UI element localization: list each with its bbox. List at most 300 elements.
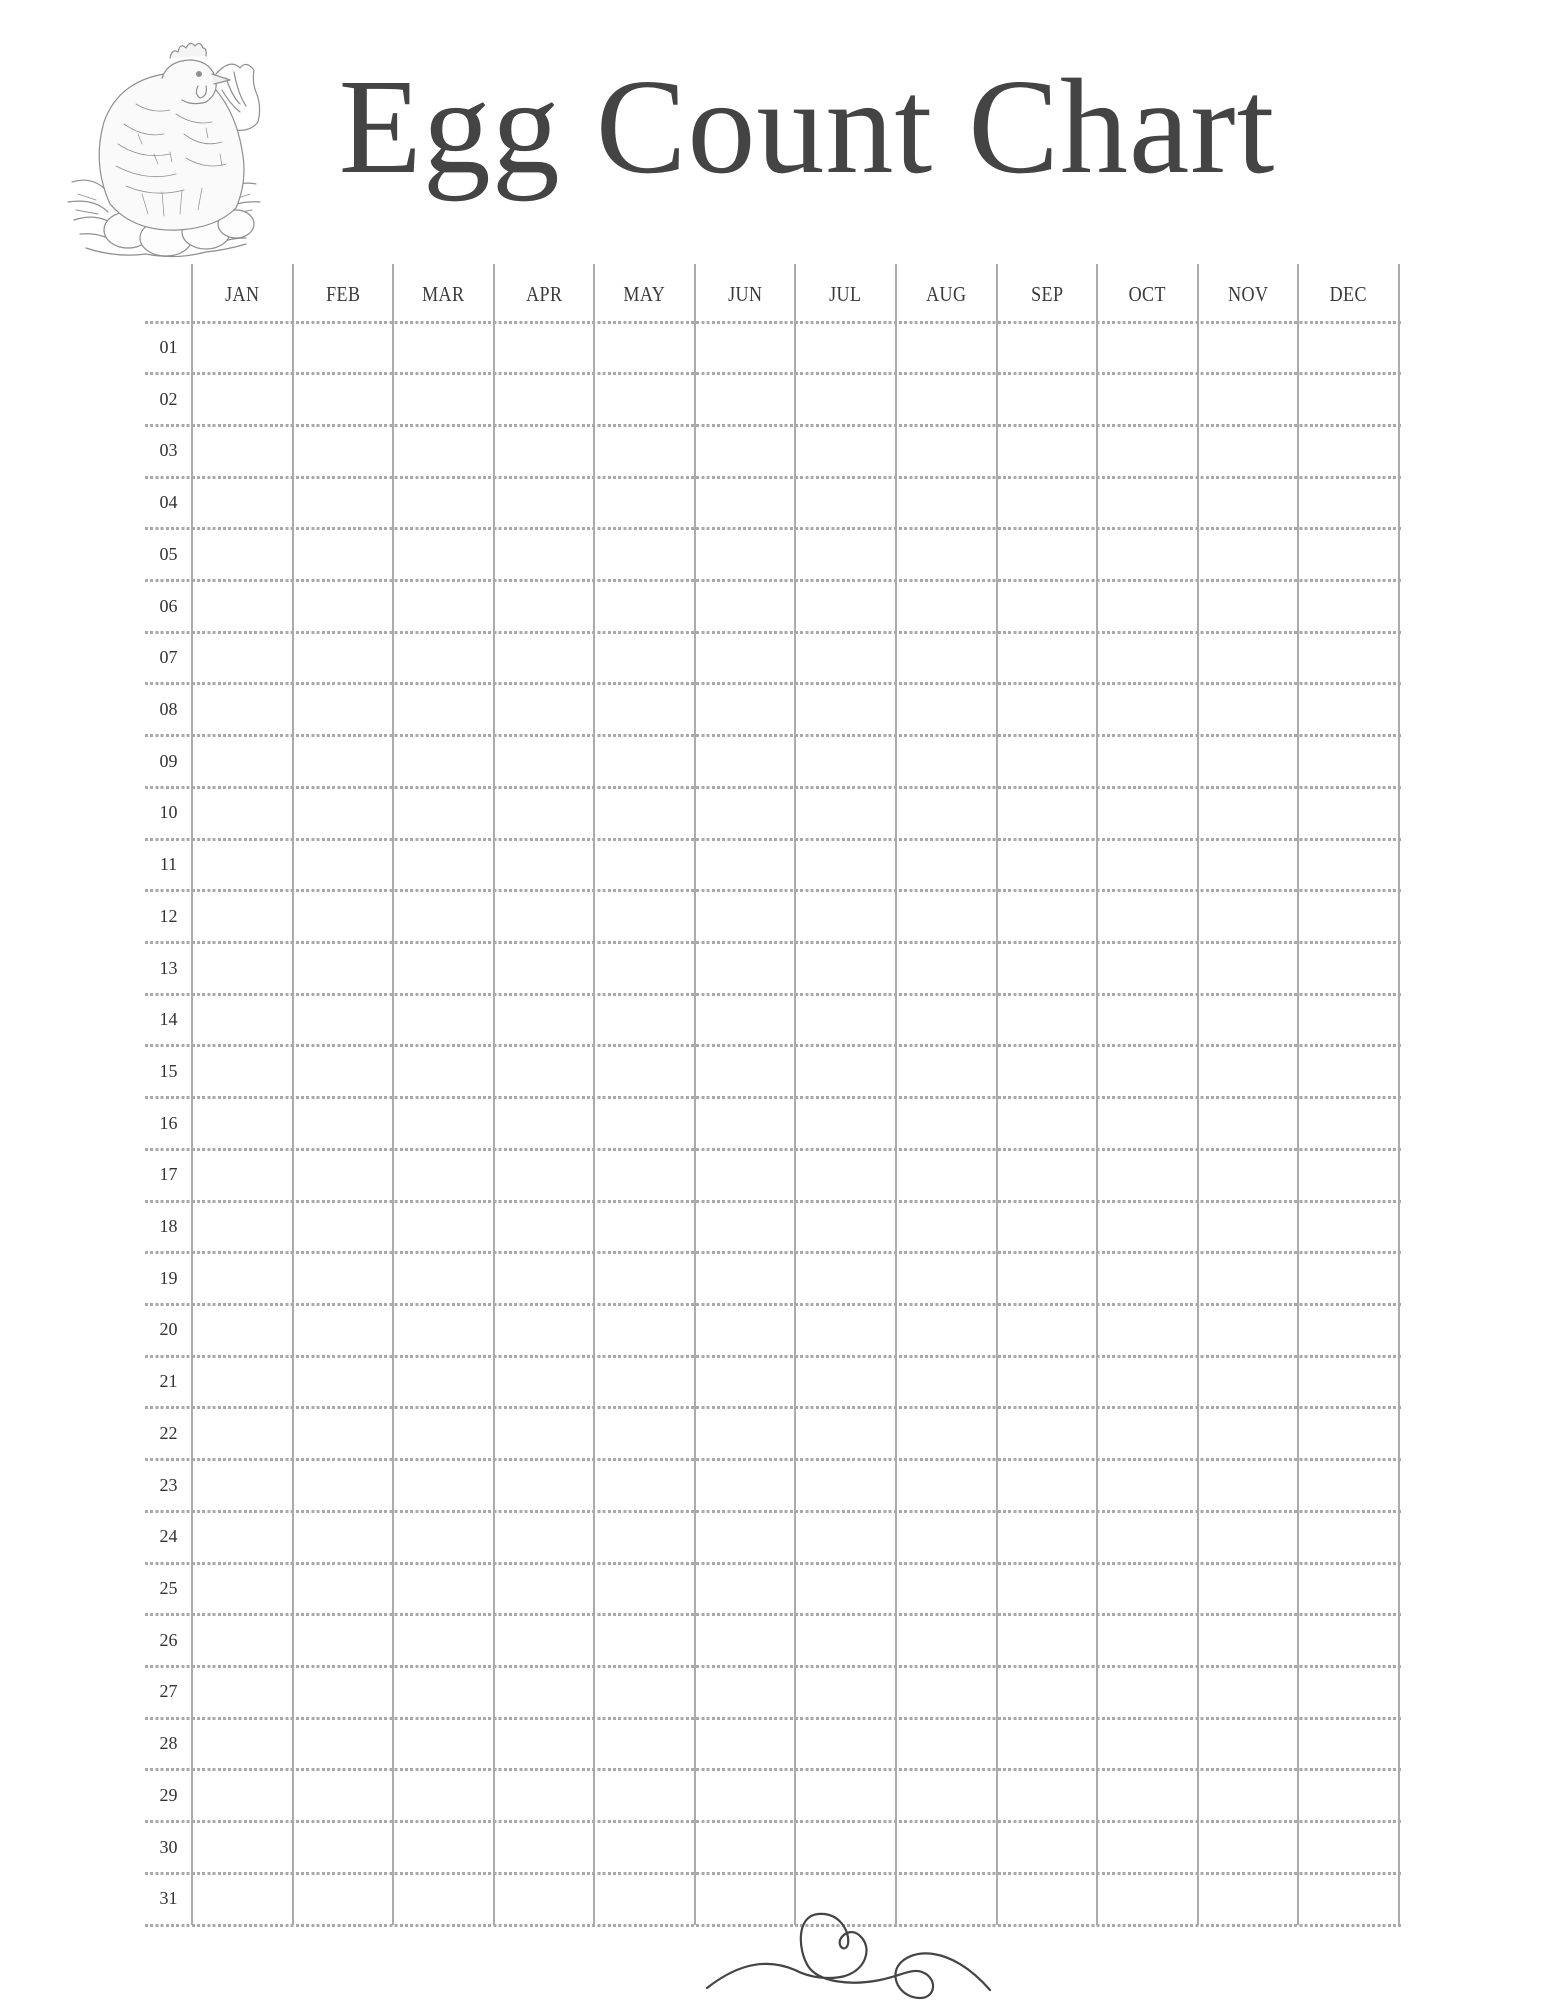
egg-count-cell-sep-15[interactable] [998, 1048, 1097, 1096]
egg-count-cell-mar-27[interactable] [394, 1668, 493, 1716]
egg-count-cell-sep-18[interactable] [998, 1203, 1097, 1251]
egg-count-cell-sep-30[interactable] [998, 1824, 1097, 1872]
egg-count-cell-oct-13[interactable] [1098, 945, 1197, 993]
egg-count-cell-apr-26[interactable] [495, 1617, 594, 1665]
egg-count-cell-nov-28[interactable] [1199, 1720, 1298, 1768]
egg-count-cell-jun-26[interactable] [696, 1617, 795, 1665]
egg-count-cell-oct-19[interactable] [1098, 1255, 1197, 1303]
egg-count-cell-apr-04[interactable] [495, 479, 594, 527]
egg-count-cell-dec-14[interactable] [1299, 996, 1398, 1044]
egg-count-cell-may-19[interactable] [595, 1255, 694, 1303]
egg-count-cell-jul-18[interactable] [796, 1203, 895, 1251]
egg-count-cell-aug-16[interactable] [897, 1100, 996, 1148]
egg-count-cell-feb-06[interactable] [294, 583, 393, 631]
egg-count-cell-feb-04[interactable] [294, 479, 393, 527]
egg-count-cell-nov-02[interactable] [1199, 376, 1298, 424]
egg-count-cell-feb-12[interactable] [294, 893, 393, 941]
egg-count-cell-sep-27[interactable] [998, 1668, 1097, 1716]
egg-count-cell-nov-26[interactable] [1199, 1617, 1298, 1665]
egg-count-cell-may-08[interactable] [595, 686, 694, 734]
egg-count-cell-jun-09[interactable] [696, 738, 795, 786]
egg-count-cell-apr-21[interactable] [495, 1358, 594, 1406]
egg-count-cell-may-29[interactable] [595, 1772, 694, 1820]
egg-count-cell-nov-25[interactable] [1199, 1565, 1298, 1613]
egg-count-cell-mar-28[interactable] [394, 1720, 493, 1768]
egg-count-cell-apr-05[interactable] [495, 531, 594, 579]
egg-count-cell-jun-01[interactable] [696, 324, 795, 372]
egg-count-cell-dec-29[interactable] [1299, 1772, 1398, 1820]
egg-count-cell-jan-19[interactable] [193, 1255, 292, 1303]
egg-count-cell-aug-22[interactable] [897, 1410, 996, 1458]
egg-count-cell-nov-30[interactable] [1199, 1824, 1298, 1872]
egg-count-cell-oct-23[interactable] [1098, 1462, 1197, 1510]
egg-count-cell-jun-20[interactable] [696, 1306, 795, 1354]
egg-count-cell-jan-30[interactable] [193, 1824, 292, 1872]
egg-count-cell-aug-15[interactable] [897, 1048, 996, 1096]
egg-count-cell-apr-29[interactable] [495, 1772, 594, 1820]
egg-count-cell-jun-25[interactable] [696, 1565, 795, 1613]
egg-count-cell-may-13[interactable] [595, 945, 694, 993]
egg-count-cell-mar-08[interactable] [394, 686, 493, 734]
egg-count-cell-mar-02[interactable] [394, 376, 493, 424]
egg-count-cell-apr-10[interactable] [495, 789, 594, 837]
egg-count-cell-dec-06[interactable] [1299, 583, 1398, 631]
egg-count-cell-feb-24[interactable] [294, 1513, 393, 1561]
egg-count-cell-oct-30[interactable] [1098, 1824, 1197, 1872]
egg-count-cell-nov-27[interactable] [1199, 1668, 1298, 1716]
egg-count-cell-aug-30[interactable] [897, 1824, 996, 1872]
egg-count-cell-jun-07[interactable] [696, 634, 795, 682]
egg-count-cell-oct-16[interactable] [1098, 1100, 1197, 1148]
egg-count-cell-apr-24[interactable] [495, 1513, 594, 1561]
egg-count-cell-oct-21[interactable] [1098, 1358, 1197, 1406]
egg-count-cell-sep-24[interactable] [998, 1513, 1097, 1561]
egg-count-cell-apr-31[interactable] [495, 1875, 594, 1923]
egg-count-cell-nov-17[interactable] [1199, 1151, 1298, 1199]
egg-count-cell-aug-08[interactable] [897, 686, 996, 734]
egg-count-cell-may-30[interactable] [595, 1824, 694, 1872]
egg-count-cell-dec-23[interactable] [1299, 1462, 1398, 1510]
egg-count-cell-apr-15[interactable] [495, 1048, 594, 1096]
egg-count-cell-sep-29[interactable] [998, 1772, 1097, 1820]
egg-count-cell-jul-24[interactable] [796, 1513, 895, 1561]
egg-count-cell-mar-05[interactable] [394, 531, 493, 579]
egg-count-cell-nov-31[interactable] [1199, 1875, 1298, 1923]
egg-count-cell-jan-22[interactable] [193, 1410, 292, 1458]
egg-count-cell-oct-01[interactable] [1098, 324, 1197, 372]
egg-count-cell-apr-13[interactable] [495, 945, 594, 993]
egg-count-cell-aug-29[interactable] [897, 1772, 996, 1820]
egg-count-cell-jul-11[interactable] [796, 841, 895, 889]
egg-count-cell-feb-15[interactable] [294, 1048, 393, 1096]
egg-count-cell-dec-17[interactable] [1299, 1151, 1398, 1199]
egg-count-cell-mar-13[interactable] [394, 945, 493, 993]
egg-count-cell-jul-04[interactable] [796, 479, 895, 527]
egg-count-cell-jan-02[interactable] [193, 376, 292, 424]
egg-count-cell-may-31[interactable] [595, 1875, 694, 1923]
egg-count-cell-aug-04[interactable] [897, 479, 996, 527]
egg-count-cell-apr-16[interactable] [495, 1100, 594, 1148]
egg-count-cell-jul-16[interactable] [796, 1100, 895, 1148]
egg-count-cell-oct-09[interactable] [1098, 738, 1197, 786]
egg-count-cell-jan-29[interactable] [193, 1772, 292, 1820]
egg-count-cell-jun-06[interactable] [696, 583, 795, 631]
egg-count-cell-jul-29[interactable] [796, 1772, 895, 1820]
egg-count-cell-mar-12[interactable] [394, 893, 493, 941]
egg-count-cell-oct-28[interactable] [1098, 1720, 1197, 1768]
egg-count-cell-jun-03[interactable] [696, 427, 795, 475]
egg-count-cell-apr-17[interactable] [495, 1151, 594, 1199]
egg-count-cell-apr-27[interactable] [495, 1668, 594, 1716]
egg-count-cell-nov-23[interactable] [1199, 1462, 1298, 1510]
egg-count-cell-may-07[interactable] [595, 634, 694, 682]
egg-count-cell-aug-14[interactable] [897, 996, 996, 1044]
egg-count-cell-nov-09[interactable] [1199, 738, 1298, 786]
egg-count-cell-oct-12[interactable] [1098, 893, 1197, 941]
egg-count-cell-jul-28[interactable] [796, 1720, 895, 1768]
egg-count-cell-aug-11[interactable] [897, 841, 996, 889]
egg-count-cell-dec-12[interactable] [1299, 893, 1398, 941]
egg-count-cell-may-21[interactable] [595, 1358, 694, 1406]
egg-count-cell-dec-16[interactable] [1299, 1100, 1398, 1148]
egg-count-cell-sep-13[interactable] [998, 945, 1097, 993]
egg-count-cell-apr-25[interactable] [495, 1565, 594, 1613]
egg-count-cell-oct-03[interactable] [1098, 427, 1197, 475]
egg-count-cell-feb-28[interactable] [294, 1720, 393, 1768]
egg-count-cell-mar-26[interactable] [394, 1617, 493, 1665]
egg-count-cell-apr-23[interactable] [495, 1462, 594, 1510]
egg-count-cell-oct-31[interactable] [1098, 1875, 1197, 1923]
egg-count-cell-jul-03[interactable] [796, 427, 895, 475]
egg-count-cell-nov-18[interactable] [1199, 1203, 1298, 1251]
egg-count-cell-jun-22[interactable] [696, 1410, 795, 1458]
egg-count-cell-mar-23[interactable] [394, 1462, 493, 1510]
egg-count-cell-feb-13[interactable] [294, 945, 393, 993]
egg-count-cell-may-18[interactable] [595, 1203, 694, 1251]
egg-count-cell-jan-31[interactable] [193, 1875, 292, 1923]
egg-count-cell-jan-21[interactable] [193, 1358, 292, 1406]
egg-count-cell-aug-09[interactable] [897, 738, 996, 786]
egg-count-cell-jan-24[interactable] [193, 1513, 292, 1561]
egg-count-cell-mar-09[interactable] [394, 738, 493, 786]
egg-count-cell-dec-05[interactable] [1299, 531, 1398, 579]
egg-count-cell-jan-07[interactable] [193, 634, 292, 682]
egg-count-cell-nov-16[interactable] [1199, 1100, 1298, 1148]
egg-count-cell-dec-22[interactable] [1299, 1410, 1398, 1458]
egg-count-cell-jul-06[interactable] [796, 583, 895, 631]
egg-count-cell-sep-25[interactable] [998, 1565, 1097, 1613]
egg-count-cell-feb-14[interactable] [294, 996, 393, 1044]
egg-count-cell-apr-11[interactable] [495, 841, 594, 889]
egg-count-cell-aug-13[interactable] [897, 945, 996, 993]
egg-count-cell-jul-12[interactable] [796, 893, 895, 941]
egg-count-cell-jan-11[interactable] [193, 841, 292, 889]
egg-count-cell-oct-14[interactable] [1098, 996, 1197, 1044]
egg-count-cell-apr-30[interactable] [495, 1824, 594, 1872]
egg-count-cell-jan-26[interactable] [193, 1617, 292, 1665]
egg-count-cell-may-20[interactable] [595, 1306, 694, 1354]
egg-count-cell-aug-21[interactable] [897, 1358, 996, 1406]
egg-count-cell-dec-15[interactable] [1299, 1048, 1398, 1096]
egg-count-cell-nov-11[interactable] [1199, 841, 1298, 889]
egg-count-cell-aug-18[interactable] [897, 1203, 996, 1251]
egg-count-cell-nov-21[interactable] [1199, 1358, 1298, 1406]
egg-count-cell-jan-15[interactable] [193, 1048, 292, 1096]
egg-count-cell-aug-07[interactable] [897, 634, 996, 682]
egg-count-cell-sep-23[interactable] [998, 1462, 1097, 1510]
egg-count-cell-aug-25[interactable] [897, 1565, 996, 1613]
egg-count-cell-nov-06[interactable] [1199, 583, 1298, 631]
egg-count-cell-jul-01[interactable] [796, 324, 895, 372]
egg-count-cell-mar-31[interactable] [394, 1875, 493, 1923]
egg-count-cell-jul-21[interactable] [796, 1358, 895, 1406]
egg-count-cell-nov-13[interactable] [1199, 945, 1298, 993]
egg-count-cell-jan-16[interactable] [193, 1100, 292, 1148]
egg-count-cell-jul-14[interactable] [796, 996, 895, 1044]
egg-count-cell-jan-20[interactable] [193, 1306, 292, 1354]
egg-count-cell-aug-20[interactable] [897, 1306, 996, 1354]
egg-count-cell-may-17[interactable] [595, 1151, 694, 1199]
egg-count-cell-jul-25[interactable] [796, 1565, 895, 1613]
egg-count-cell-oct-27[interactable] [1098, 1668, 1197, 1716]
egg-count-cell-jul-13[interactable] [796, 945, 895, 993]
egg-count-cell-feb-21[interactable] [294, 1358, 393, 1406]
egg-count-cell-jan-08[interactable] [193, 686, 292, 734]
egg-count-cell-dec-09[interactable] [1299, 738, 1398, 786]
egg-count-cell-oct-05[interactable] [1098, 531, 1197, 579]
egg-count-cell-dec-04[interactable] [1299, 479, 1398, 527]
egg-count-cell-jun-17[interactable] [696, 1151, 795, 1199]
egg-count-cell-nov-10[interactable] [1199, 789, 1298, 837]
egg-count-cell-dec-02[interactable] [1299, 376, 1398, 424]
egg-count-cell-dec-31[interactable] [1299, 1875, 1398, 1923]
egg-count-cell-aug-03[interactable] [897, 427, 996, 475]
egg-count-cell-nov-12[interactable] [1199, 893, 1298, 941]
egg-count-cell-jun-02[interactable] [696, 376, 795, 424]
egg-count-cell-sep-19[interactable] [998, 1255, 1097, 1303]
egg-count-cell-feb-22[interactable] [294, 1410, 393, 1458]
egg-count-cell-sep-31[interactable] [998, 1875, 1097, 1923]
egg-count-cell-mar-04[interactable] [394, 479, 493, 527]
egg-count-cell-sep-09[interactable] [998, 738, 1097, 786]
egg-count-cell-jun-04[interactable] [696, 479, 795, 527]
egg-count-cell-jun-29[interactable] [696, 1772, 795, 1820]
egg-count-cell-may-02[interactable] [595, 376, 694, 424]
egg-count-cell-feb-08[interactable] [294, 686, 393, 734]
egg-count-cell-jun-14[interactable] [696, 996, 795, 1044]
egg-count-cell-feb-31[interactable] [294, 1875, 393, 1923]
egg-count-cell-sep-26[interactable] [998, 1617, 1097, 1665]
egg-count-cell-jul-15[interactable] [796, 1048, 895, 1096]
egg-count-cell-jun-05[interactable] [696, 531, 795, 579]
egg-count-cell-oct-02[interactable] [1098, 376, 1197, 424]
egg-count-cell-apr-07[interactable] [495, 634, 594, 682]
egg-count-cell-oct-06[interactable] [1098, 583, 1197, 631]
egg-count-cell-may-11[interactable] [595, 841, 694, 889]
egg-count-cell-jan-10[interactable] [193, 789, 292, 837]
egg-count-cell-feb-18[interactable] [294, 1203, 393, 1251]
egg-count-cell-jul-22[interactable] [796, 1410, 895, 1458]
egg-count-cell-mar-19[interactable] [394, 1255, 493, 1303]
egg-count-cell-mar-16[interactable] [394, 1100, 493, 1148]
egg-count-cell-nov-14[interactable] [1199, 996, 1298, 1044]
egg-count-cell-jan-25[interactable] [193, 1565, 292, 1613]
egg-count-cell-dec-24[interactable] [1299, 1513, 1398, 1561]
egg-count-cell-feb-20[interactable] [294, 1306, 393, 1354]
egg-count-cell-mar-03[interactable] [394, 427, 493, 475]
egg-count-cell-nov-01[interactable] [1199, 324, 1298, 372]
egg-count-cell-sep-11[interactable] [998, 841, 1097, 889]
egg-count-cell-sep-07[interactable] [998, 634, 1097, 682]
egg-count-cell-jan-28[interactable] [193, 1720, 292, 1768]
egg-count-cell-aug-02[interactable] [897, 376, 996, 424]
egg-count-cell-jun-21[interactable] [696, 1358, 795, 1406]
egg-count-cell-jun-08[interactable] [696, 686, 795, 734]
egg-count-cell-nov-07[interactable] [1199, 634, 1298, 682]
egg-count-cell-sep-22[interactable] [998, 1410, 1097, 1458]
egg-count-cell-may-25[interactable] [595, 1565, 694, 1613]
egg-count-cell-feb-09[interactable] [294, 738, 393, 786]
egg-count-cell-sep-14[interactable] [998, 996, 1097, 1044]
egg-count-cell-feb-26[interactable] [294, 1617, 393, 1665]
egg-count-cell-sep-17[interactable] [998, 1151, 1097, 1199]
egg-count-cell-jul-17[interactable] [796, 1151, 895, 1199]
egg-count-cell-jan-03[interactable] [193, 427, 292, 475]
egg-count-cell-aug-23[interactable] [897, 1462, 996, 1510]
egg-count-cell-jun-19[interactable] [696, 1255, 795, 1303]
egg-count-cell-sep-21[interactable] [998, 1358, 1097, 1406]
egg-count-cell-may-24[interactable] [595, 1513, 694, 1561]
egg-count-cell-nov-22[interactable] [1199, 1410, 1298, 1458]
egg-count-cell-mar-10[interactable] [394, 789, 493, 837]
egg-count-cell-jun-18[interactable] [696, 1203, 795, 1251]
egg-count-cell-sep-01[interactable] [998, 324, 1097, 372]
egg-count-cell-may-15[interactable] [595, 1048, 694, 1096]
egg-count-cell-may-26[interactable] [595, 1617, 694, 1665]
egg-count-cell-mar-25[interactable] [394, 1565, 493, 1613]
egg-count-cell-jun-15[interactable] [696, 1048, 795, 1096]
egg-count-cell-mar-07[interactable] [394, 634, 493, 682]
egg-count-cell-dec-19[interactable] [1299, 1255, 1398, 1303]
egg-count-cell-jul-10[interactable] [796, 789, 895, 837]
egg-count-cell-jan-13[interactable] [193, 945, 292, 993]
egg-count-cell-jun-13[interactable] [696, 945, 795, 993]
egg-count-cell-nov-05[interactable] [1199, 531, 1298, 579]
egg-count-cell-apr-28[interactable] [495, 1720, 594, 1768]
egg-count-cell-sep-12[interactable] [998, 893, 1097, 941]
egg-count-cell-may-28[interactable] [595, 1720, 694, 1768]
egg-count-cell-jul-08[interactable] [796, 686, 895, 734]
egg-count-cell-oct-17[interactable] [1098, 1151, 1197, 1199]
egg-count-cell-dec-21[interactable] [1299, 1358, 1398, 1406]
egg-count-cell-may-01[interactable] [595, 324, 694, 372]
egg-count-cell-jun-10[interactable] [696, 789, 795, 837]
egg-count-cell-may-23[interactable] [595, 1462, 694, 1510]
egg-count-cell-feb-10[interactable] [294, 789, 393, 837]
egg-count-cell-dec-11[interactable] [1299, 841, 1398, 889]
egg-count-cell-may-03[interactable] [595, 427, 694, 475]
egg-count-cell-may-12[interactable] [595, 893, 694, 941]
egg-count-cell-jul-05[interactable] [796, 531, 895, 579]
egg-count-cell-feb-01[interactable] [294, 324, 393, 372]
egg-count-cell-feb-25[interactable] [294, 1565, 393, 1613]
egg-count-cell-jul-30[interactable] [796, 1824, 895, 1872]
egg-count-cell-oct-07[interactable] [1098, 634, 1197, 682]
egg-count-cell-mar-17[interactable] [394, 1151, 493, 1199]
egg-count-cell-feb-02[interactable] [294, 376, 393, 424]
egg-count-cell-jul-19[interactable] [796, 1255, 895, 1303]
egg-count-cell-sep-06[interactable] [998, 583, 1097, 631]
egg-count-cell-apr-08[interactable] [495, 686, 594, 734]
egg-count-cell-dec-03[interactable] [1299, 427, 1398, 475]
egg-count-cell-dec-10[interactable] [1299, 789, 1398, 837]
egg-count-cell-aug-06[interactable] [897, 583, 996, 631]
egg-count-cell-dec-27[interactable] [1299, 1668, 1398, 1716]
egg-count-cell-aug-28[interactable] [897, 1720, 996, 1768]
egg-count-cell-jan-01[interactable] [193, 324, 292, 372]
egg-count-cell-apr-22[interactable] [495, 1410, 594, 1458]
egg-count-cell-apr-02[interactable] [495, 376, 594, 424]
egg-count-cell-sep-03[interactable] [998, 427, 1097, 475]
egg-count-cell-oct-08[interactable] [1098, 686, 1197, 734]
egg-count-cell-may-27[interactable] [595, 1668, 694, 1716]
egg-count-cell-sep-28[interactable] [998, 1720, 1097, 1768]
egg-count-cell-jun-16[interactable] [696, 1100, 795, 1148]
egg-count-cell-mar-24[interactable] [394, 1513, 493, 1561]
egg-count-cell-may-04[interactable] [595, 479, 694, 527]
egg-count-cell-mar-06[interactable] [394, 583, 493, 631]
egg-count-cell-jul-07[interactable] [796, 634, 895, 682]
egg-count-cell-nov-24[interactable] [1199, 1513, 1298, 1561]
egg-count-cell-jan-06[interactable] [193, 583, 292, 631]
egg-count-cell-aug-19[interactable] [897, 1255, 996, 1303]
egg-count-cell-jul-27[interactable] [796, 1668, 895, 1716]
egg-count-cell-dec-07[interactable] [1299, 634, 1398, 682]
egg-count-cell-dec-26[interactable] [1299, 1617, 1398, 1665]
egg-count-cell-may-22[interactable] [595, 1410, 694, 1458]
egg-count-cell-dec-13[interactable] [1299, 945, 1398, 993]
egg-count-cell-dec-20[interactable] [1299, 1306, 1398, 1354]
egg-count-cell-feb-16[interactable] [294, 1100, 393, 1148]
egg-count-cell-feb-23[interactable] [294, 1462, 393, 1510]
egg-count-cell-feb-27[interactable] [294, 1668, 393, 1716]
egg-count-cell-apr-19[interactable] [495, 1255, 594, 1303]
egg-count-cell-jan-05[interactable] [193, 531, 292, 579]
egg-count-cell-oct-04[interactable] [1098, 479, 1197, 527]
egg-count-cell-jul-23[interactable] [796, 1462, 895, 1510]
egg-count-cell-sep-04[interactable] [998, 479, 1097, 527]
egg-count-cell-oct-22[interactable] [1098, 1410, 1197, 1458]
egg-count-cell-sep-08[interactable] [998, 686, 1097, 734]
egg-count-cell-mar-21[interactable] [394, 1358, 493, 1406]
egg-count-cell-jan-12[interactable] [193, 893, 292, 941]
egg-count-cell-mar-30[interactable] [394, 1824, 493, 1872]
egg-count-cell-jun-30[interactable] [696, 1824, 795, 1872]
egg-count-cell-nov-20[interactable] [1199, 1306, 1298, 1354]
egg-count-cell-apr-09[interactable] [495, 738, 594, 786]
egg-count-cell-jun-11[interactable] [696, 841, 795, 889]
egg-count-cell-aug-17[interactable] [897, 1151, 996, 1199]
egg-count-cell-nov-08[interactable] [1199, 686, 1298, 734]
egg-count-cell-feb-19[interactable] [294, 1255, 393, 1303]
egg-count-cell-jun-27[interactable] [696, 1668, 795, 1716]
egg-count-cell-jul-02[interactable] [796, 376, 895, 424]
egg-count-cell-apr-12[interactable] [495, 893, 594, 941]
egg-count-cell-sep-10[interactable] [998, 789, 1097, 837]
egg-count-cell-mar-11[interactable] [394, 841, 493, 889]
egg-count-cell-dec-18[interactable] [1299, 1203, 1398, 1251]
egg-count-cell-dec-25[interactable] [1299, 1565, 1398, 1613]
